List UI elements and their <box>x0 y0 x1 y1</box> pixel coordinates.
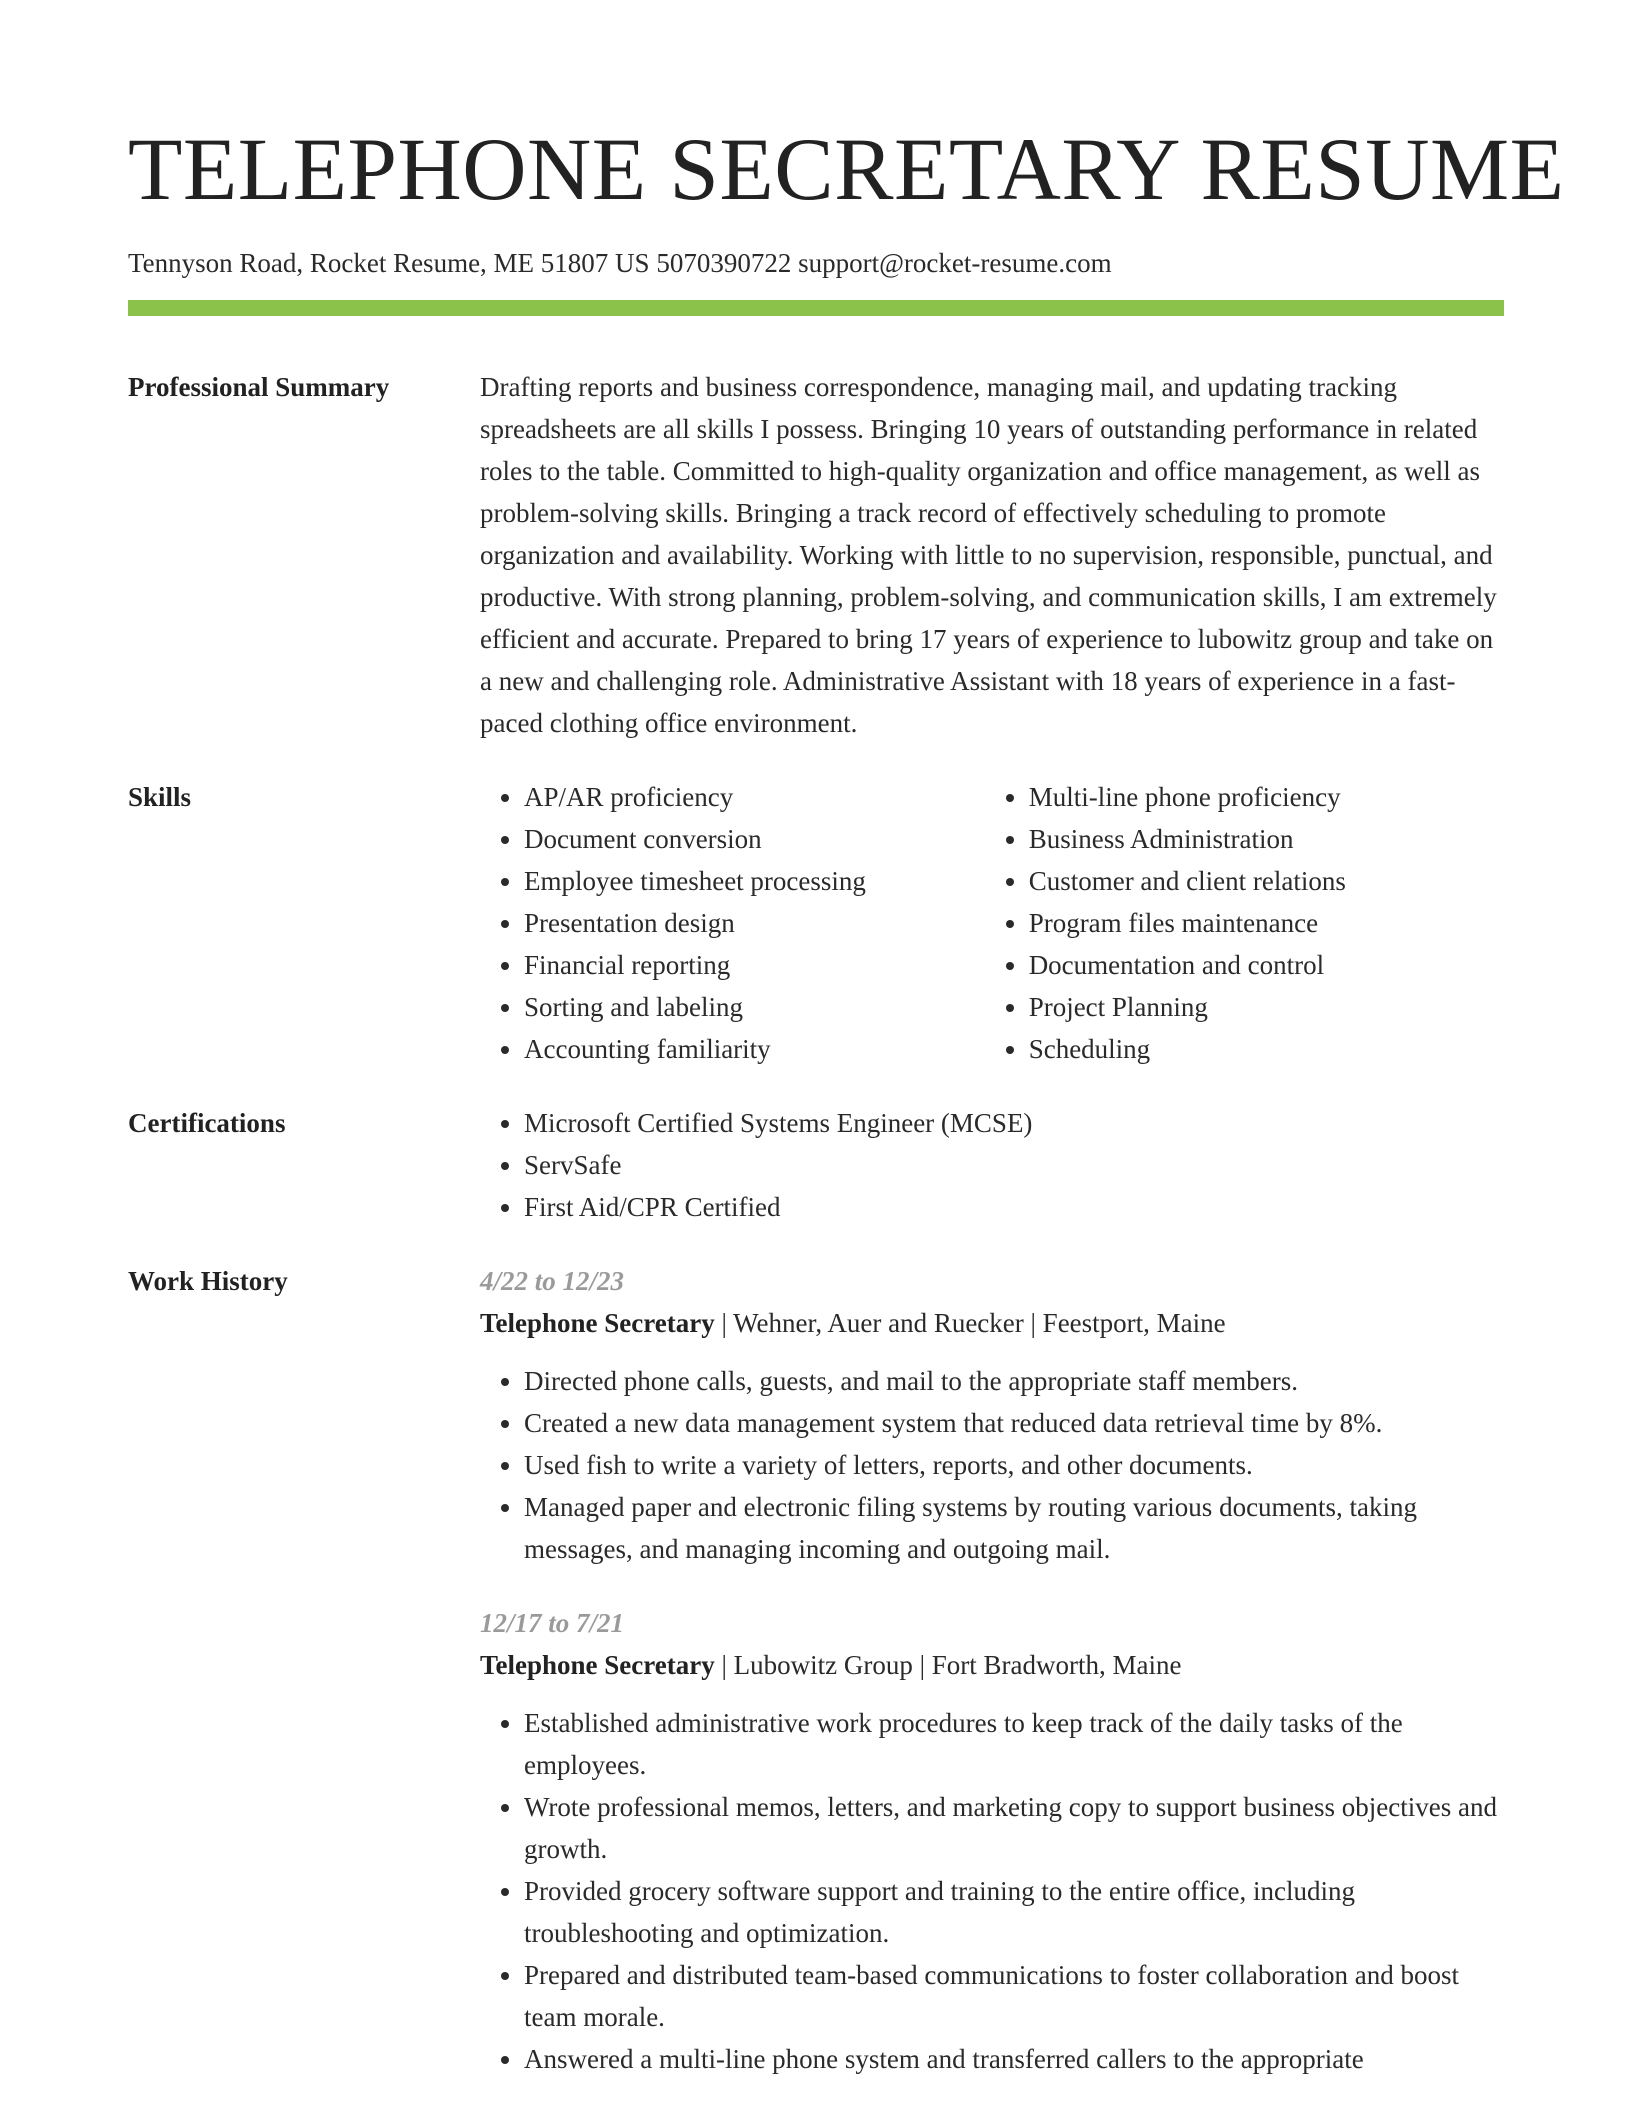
skill-item: • Document conversion <box>524 818 985 860</box>
skill-item: • Multi-line phone proficiency <box>1029 776 1504 818</box>
certification-item: • ServSafe <box>524 1144 1504 1186</box>
job-entry <box>480 1602 1504 2080</box>
skills-list-left <box>480 776 985 1070</box>
job-dates: 12/17 to 7/21 <box>480 1608 625 1638</box>
job-bullet: • Created a new data management system that reduced data retrieval time by 8%. <box>524 1402 1504 1444</box>
job-entry <box>480 1260 1504 1570</box>
skill-item: • Customer and client relations <box>1029 860 1504 902</box>
skill-item: • Business Administration <box>1029 818 1504 860</box>
certification-item: • Microsoft Certified Systems Engineer (MCSE) <box>524 1102 1504 1144</box>
skill-item: • Scheduling <box>1029 1028 1504 1070</box>
skill-item: • Project Planning <box>1029 986 1504 1028</box>
summary-section <box>128 366 1504 744</box>
skill-item: • Sorting and labeling <box>524 986 985 1028</box>
job-title: Telephone Secretary <box>480 1650 715 1680</box>
job-bullet-list <box>480 1360 1504 1570</box>
job-heading <box>480 1302 1504 1344</box>
job-title: Telephone Secretary <box>480 1308 715 1338</box>
job-bullet: • Established administrative work procedures to keep track of the daily tasks of the employees. <box>524 1702 1504 1786</box>
certification-item: • First Aid/CPR Certified <box>524 1186 1504 1228</box>
job-employer-location: | Wehner, Auer and Ruecker | Feestport, Maine <box>714 1308 1226 1338</box>
resume-title: TELEPHONE SECRETARY RESUME <box>128 121 1565 219</box>
summary-text: Drafting reports and business correspondence, managing mail, and updating tracking spreadsheets are all skills I possess. Bringing 10 years of outstanding performance in related roles to the table. Committed to high-quality organization and office management, as well as problem-solving skills. Bringing a track record of effectively scheduling to promote organization and availability. Working with little to no supervision, responsible, punctual, and productive. With strong planning, problem-solving, and communication skills, I am extremely efficient and accurate. Prepared to bring 17 years of experience to lubowitz group and take on a new and challenging role. Administrative Assistant with 18 years of experience in a fast-paced clothing office environment. <box>480 372 1497 738</box>
job-bullet: • Prepared and distributed team-based communications to foster collaboration and boost team morale. <box>524 1954 1504 2038</box>
job-bullet: • Answered a multi-line phone system and transferred callers to the appropriate <box>524 2038 1504 2080</box>
section-label-certifications: Certifications <box>128 1108 286 1138</box>
certifications-section <box>128 1102 1504 1228</box>
job-bullet: • Wrote professional memos, letters, and marketing copy to support business objectives and growth. <box>524 1786 1504 1870</box>
accent-divider <box>128 300 1504 316</box>
work-history-section <box>128 1260 1504 2080</box>
job-employer-location: | Lubowitz Group | Fort Bradworth, Maine <box>714 1650 1182 1680</box>
section-label-summary: Professional Summary <box>128 372 390 402</box>
resume-page <box>128 120 1565 2080</box>
section-label-work-history: Work History <box>128 1266 288 1296</box>
section-label-skills: Skills <box>128 782 192 812</box>
skills-list-right <box>985 776 1504 1070</box>
skill-item: • Accounting familiarity <box>524 1028 985 1070</box>
certifications-list <box>480 1102 1504 1228</box>
skills-section <box>128 776 1504 1070</box>
skill-item: • Financial reporting <box>524 944 985 986</box>
contact-line: Tennyson Road, Rocket Resume, ME 51807 US 5070390722 support@rocket-resume.com <box>128 248 1112 278</box>
certifications-body <box>480 1102 1504 1228</box>
job-bullet: • Used fish to write a variety of letters, reports, and other documents. <box>524 1444 1504 1486</box>
skill-item: • Documentation and control <box>1029 944 1504 986</box>
job-dates: 4/22 to 12/23 <box>480 1266 625 1296</box>
job-heading <box>480 1644 1504 1686</box>
skill-item: • Employee timesheet processing <box>524 860 985 902</box>
skill-item: • Presentation design <box>524 902 985 944</box>
skill-item: • AP/AR proficiency <box>524 776 985 818</box>
work-history-body <box>480 1260 1504 2080</box>
job-bullet-list <box>480 1702 1504 2080</box>
job-bullet: • Managed paper and electronic filing systems by routing various documents, taking messages, and managing incoming and outgoing mail. <box>524 1486 1504 1570</box>
skills-columns <box>480 776 1504 1070</box>
skill-item: • Program files maintenance <box>1029 902 1504 944</box>
job-bullet: • Provided grocery software support and training to the entire office, including troubleshooting and optimization. <box>524 1870 1504 1954</box>
job-bullet: • Directed phone calls, guests, and mail to the appropriate staff members. <box>524 1360 1504 1402</box>
